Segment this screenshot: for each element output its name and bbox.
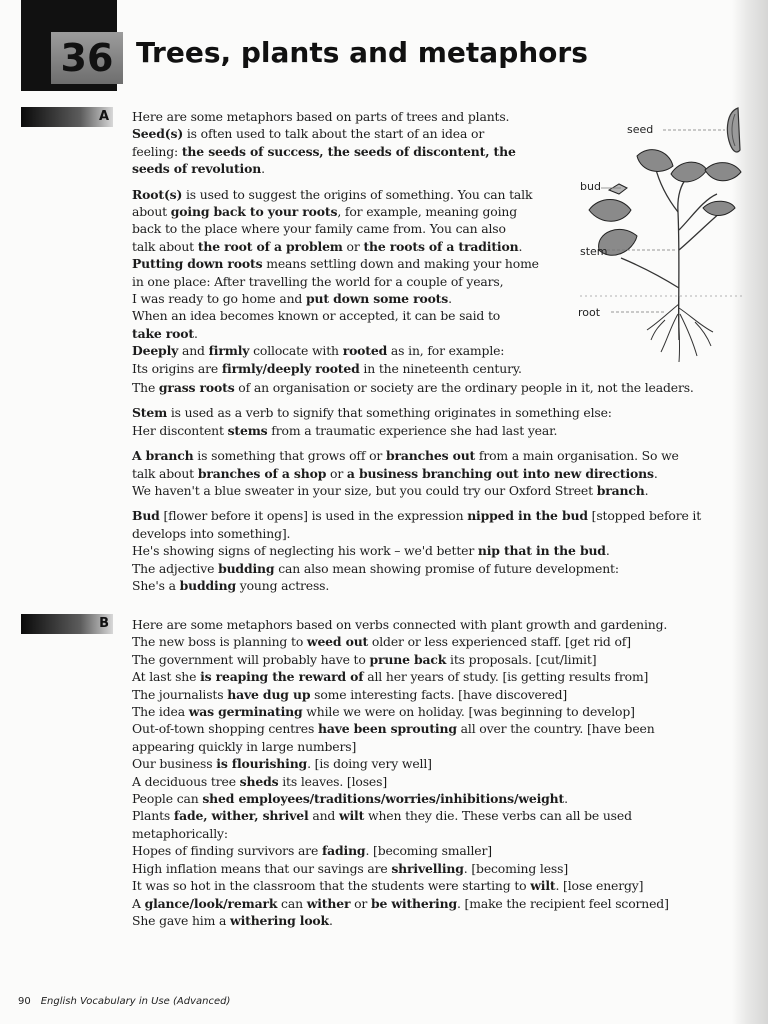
key-phrase: wilt xyxy=(338,808,365,824)
text-run: A deciduous tree xyxy=(132,773,240,789)
unit-badge xyxy=(21,0,117,96)
key-phrase: sheds xyxy=(239,773,279,789)
section-b-line xyxy=(132,842,730,859)
section-b-line xyxy=(132,773,730,790)
section-b-line xyxy=(132,703,730,720)
text-run: The adjective xyxy=(132,560,219,576)
key-phrase: glance/look/remark xyxy=(144,895,278,911)
key-phrase: put down some roots xyxy=(306,291,449,307)
text-run: . xyxy=(448,291,452,307)
section-b-letter: B xyxy=(99,616,109,631)
text-run: . xyxy=(193,325,198,341)
text-run: older or less experienced staff. [get rid of] xyxy=(368,634,631,650)
section-a-line xyxy=(132,342,572,359)
page-number: 90 xyxy=(18,996,31,1007)
key-phrase: branches out xyxy=(385,448,476,464)
text-run: some interesting facts. [have discovered] xyxy=(310,686,568,702)
key-phrase: shed employees/traditions/worries/inhibitions/weight xyxy=(202,791,565,807)
text-run: young actress. xyxy=(235,578,330,594)
text-run: People can xyxy=(132,791,203,807)
text-run: . xyxy=(653,465,658,481)
section-b-line xyxy=(132,616,730,633)
text-run: Here are some metaphors based on verbs connected with plant growth and gardening. xyxy=(132,617,668,632)
text-run: Her discontent xyxy=(132,422,228,438)
section-a-line xyxy=(132,273,572,290)
section-b-line xyxy=(132,651,730,668)
key-phrase: firmly/deeply rooted xyxy=(221,360,360,376)
text-run: The new boss is planning to xyxy=(132,634,307,650)
key-phrase: a business branching out into new directions xyxy=(346,465,654,481)
key-phrase: Seed(s) xyxy=(132,126,184,142)
text-run: The government will probably have to xyxy=(132,651,370,667)
text-run: Here are some metaphors based on parts of trees and plants. xyxy=(132,109,510,124)
key-phrase: nip that in the bud xyxy=(477,543,606,559)
text-run: . [make the recipient feel scorned] xyxy=(456,895,669,911)
key-phrase: Stem xyxy=(132,405,168,421)
section-a-text-wide xyxy=(132,379,730,594)
key-phrase: wilt xyxy=(530,878,556,894)
text-run: when they die. These verbs can all be used xyxy=(364,808,632,824)
key-phrase: budding xyxy=(218,560,275,576)
section-a-line xyxy=(132,143,572,160)
root-label: root xyxy=(578,306,601,319)
text-run: in one place: After travelling the world for a couple of years, xyxy=(132,273,504,289)
text-run: The idea xyxy=(132,704,189,720)
text-run: from a main organisation. So we xyxy=(475,448,679,464)
section-a-line xyxy=(132,307,572,324)
section-b-line xyxy=(132,825,730,842)
section-a-line xyxy=(132,325,572,342)
text-run: and xyxy=(308,808,339,824)
text-run: , for example, meaning going xyxy=(337,204,517,220)
section-a-line xyxy=(132,186,572,203)
text-run: collocate with xyxy=(249,343,343,359)
section-b-line xyxy=(132,720,730,737)
section-b-line xyxy=(132,912,730,929)
text-run: . [becoming less] xyxy=(463,860,569,876)
text-run: . xyxy=(605,543,610,559)
section-b-text xyxy=(132,616,730,929)
text-run: Plants xyxy=(132,808,174,824)
key-phrase: A branch xyxy=(132,448,194,464)
section-a-line-wide xyxy=(132,379,730,396)
key-phrase: grass roots xyxy=(158,380,235,395)
text-run: At last she xyxy=(132,669,201,685)
text-run: about xyxy=(132,204,171,220)
key-phrase: fade, wither, shrivel xyxy=(173,808,309,824)
text-run: is used as a verb to signify that something originates in something else: xyxy=(167,405,612,421)
section-b-line xyxy=(132,686,730,703)
text-run: . [lose energy] xyxy=(555,878,644,894)
section-a-line xyxy=(132,203,572,220)
key-phrase: withering look xyxy=(230,912,329,928)
section-a-line-wide xyxy=(132,560,730,577)
text-run: its leaves. [loses] xyxy=(278,773,388,789)
section-a-line xyxy=(132,220,572,237)
text-run: I was ready to go home and xyxy=(132,291,306,307)
text-run: . [is doing very well] xyxy=(307,756,432,772)
key-phrase: take root xyxy=(132,325,194,341)
text-run: talk about xyxy=(132,238,198,254)
key-phrase: Bud xyxy=(132,508,160,524)
key-phrase: fading xyxy=(321,843,366,859)
text-run: develops into something]. xyxy=(132,525,291,541)
key-phrase: branches of a shop xyxy=(197,465,327,481)
section-b-line xyxy=(132,668,730,685)
roots-illustration xyxy=(647,296,713,362)
text-run: . xyxy=(328,912,333,928)
key-phrase: the roots of a tradition xyxy=(363,238,519,254)
text-run: can xyxy=(277,895,307,911)
key-phrase: seeds of revolution xyxy=(132,161,262,177)
text-run: The journalists xyxy=(132,686,228,702)
section-b-line xyxy=(132,895,730,912)
text-run: metaphorically: xyxy=(132,825,228,841)
text-run: of an organisation or society are the ordinary people in it, not the leaders. xyxy=(234,380,694,395)
section-a-line xyxy=(132,360,572,377)
text-run: all over the country. [have been xyxy=(456,721,655,737)
text-run: feeling: xyxy=(132,143,182,159)
section-a-line xyxy=(132,160,572,177)
text-run: Out-of-town shopping centres xyxy=(132,721,318,737)
stem-label: stem xyxy=(580,245,608,258)
text-run: from a traumatic experience she had last year. xyxy=(267,422,558,438)
bud-label: bud xyxy=(580,180,601,193)
key-phrase: be withering xyxy=(371,895,457,911)
section-a-marker xyxy=(21,107,113,127)
text-run: is something that grows off or xyxy=(193,448,386,464)
text-run: or xyxy=(342,238,364,254)
text-run: Our business xyxy=(132,756,217,772)
key-phrase: prune back xyxy=(369,651,447,667)
section-b-line xyxy=(132,755,730,772)
text-run: A xyxy=(132,895,145,911)
section-a-line-wide xyxy=(132,542,730,559)
key-phrase: Root(s) xyxy=(132,186,183,202)
section-a-line xyxy=(132,255,572,272)
key-phrase: rooted xyxy=(342,343,388,359)
text-run: When an idea becomes known or accepted, it can be said to xyxy=(132,308,501,324)
section-b-line xyxy=(132,860,730,877)
section-a-line xyxy=(132,108,572,125)
key-phrase: wither xyxy=(306,895,351,911)
key-phrase: stems xyxy=(227,422,268,438)
key-phrase: going back to your roots xyxy=(170,204,338,220)
seed-label: seed xyxy=(627,123,654,136)
text-run: High inflation means that our savings are xyxy=(132,860,392,876)
text-run: all her years of study. [is getting results from] xyxy=(363,669,649,685)
key-phrase: nipped in the bud xyxy=(467,508,588,524)
key-phrase: is reaping the reward of xyxy=(200,669,364,685)
page-footer xyxy=(18,996,230,1007)
text-run: She gave him a xyxy=(132,912,231,928)
text-run: or xyxy=(350,895,371,911)
section-a-line-wide xyxy=(132,525,730,542)
section-b-line xyxy=(132,807,730,824)
text-run: . xyxy=(518,238,523,254)
text-run: He's showing signs of neglecting his work – we'd better xyxy=(132,543,478,559)
key-phrase: have been sprouting xyxy=(317,721,457,737)
key-phrase: branch xyxy=(596,483,645,499)
section-a-line-wide xyxy=(132,447,730,464)
section-a-text-narrow xyxy=(132,108,572,377)
key-phrase: is flourishing xyxy=(216,756,308,772)
key-phrase: the seeds of success, the seeds of discontent, the xyxy=(181,143,516,159)
section-a-line-wide xyxy=(132,482,730,499)
bud-illustration xyxy=(609,184,627,194)
text-run: Hopes of finding survivors are xyxy=(132,843,322,859)
text-run: can also mean showing promise of future development: xyxy=(274,560,619,576)
key-phrase: Deeply xyxy=(132,343,179,359)
text-run: . [becoming smaller] xyxy=(365,843,492,859)
text-run: talk about xyxy=(132,465,198,481)
text-run: appearing quickly in large numbers] xyxy=(132,738,357,754)
section-b-line xyxy=(132,877,730,894)
section-a-line-wide xyxy=(132,577,730,594)
text-run: We haven't a blue sweater in your size, but you could try our Oxford Street xyxy=(132,483,597,499)
text-run: She's a xyxy=(132,578,180,594)
key-phrase: weed out xyxy=(306,634,369,650)
section-a-line-wide xyxy=(132,422,730,439)
text-run: as in, for example: xyxy=(387,343,505,359)
plant-leaves xyxy=(589,150,741,256)
text-run: [flower before it opens] is used in the expression xyxy=(159,508,468,524)
key-phrase: have dug up xyxy=(227,686,311,702)
section-a-line-wide xyxy=(132,507,730,524)
section-a-letter: A xyxy=(98,109,109,124)
key-phrase: shrivelling xyxy=(391,860,464,876)
section-a-line xyxy=(132,290,572,307)
text-run: is used to suggest the origins of something. You can talk xyxy=(182,186,533,202)
text-run: back to the place where your family came from. You can also xyxy=(132,221,506,237)
text-run: [stopped before it xyxy=(587,508,702,524)
text-run: . xyxy=(644,483,649,499)
text-run: in the nineteenth century. xyxy=(359,360,522,376)
text-run: its proposals. [cut/limit] xyxy=(446,651,597,667)
key-phrase: was germinating xyxy=(188,704,303,720)
section-a-line-wide xyxy=(132,465,730,482)
text-run: Its origins are xyxy=(132,360,222,376)
key-phrase: Putting down roots xyxy=(132,256,263,272)
unit-number: 36 xyxy=(51,32,123,84)
text-run: . xyxy=(261,161,265,177)
section-a-line-wide xyxy=(132,404,730,421)
plant-diagram xyxy=(575,100,745,375)
text-run: means settling down and making your home xyxy=(262,256,539,272)
plant-stem-leaves xyxy=(621,166,721,340)
key-phrase: firmly xyxy=(208,343,250,359)
text-run: The xyxy=(132,380,159,395)
key-phrase: budding xyxy=(179,578,236,594)
seed-illustration xyxy=(727,108,740,152)
text-run: and xyxy=(178,343,209,359)
text-run: while we were on holiday. [was beginning to develop] xyxy=(302,704,635,720)
section-b-line xyxy=(132,790,730,807)
section-b-line xyxy=(132,738,730,755)
text-run: is often used to talk about the start of an idea or xyxy=(183,126,485,142)
text-run: . xyxy=(564,791,568,807)
book-title: English Vocabulary in Use (Advanced) xyxy=(40,996,231,1007)
key-phrase: the root of a problem xyxy=(197,238,343,254)
section-b-line xyxy=(132,633,730,650)
section-a-line xyxy=(132,125,572,142)
section-b-marker xyxy=(21,614,113,634)
text-run: or xyxy=(326,465,347,481)
page-title: Trees, plants and metaphors xyxy=(136,36,588,69)
section-a-line xyxy=(132,238,572,255)
text-run: It was so hot in the classroom that the students were starting to xyxy=(132,878,531,894)
